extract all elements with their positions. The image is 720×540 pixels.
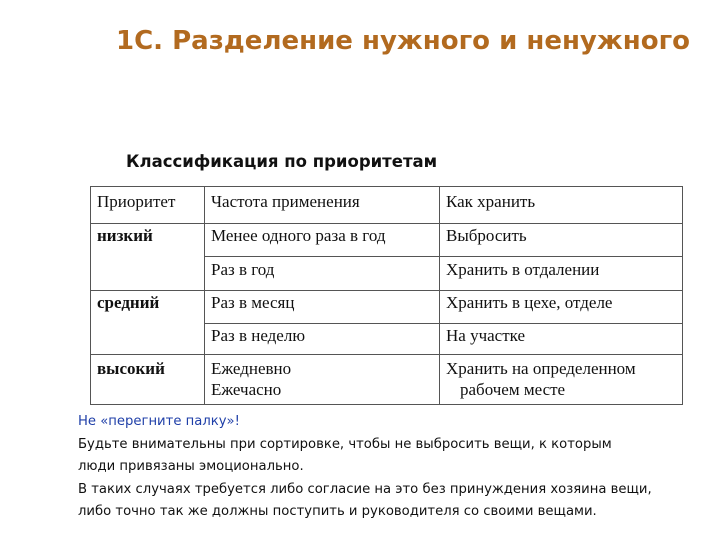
priority-table: [90, 186, 683, 405]
storage-cell: Хранить в отдалении: [440, 257, 683, 291]
header-priority: Приоритет: [91, 187, 205, 224]
storage-cell: Выбросить: [440, 224, 683, 257]
slide-title: 1С. Разделение нужного и ненужного: [116, 26, 691, 56]
storage-line: рабочем месте: [460, 380, 566, 399]
header-frequency: Частота применения: [205, 187, 440, 224]
storage-cell: На участке: [440, 324, 683, 355]
priority-level-high: высокий: [91, 355, 205, 405]
frequency-cell: Раз в неделю: [205, 324, 440, 355]
table-header-row: [91, 187, 683, 224]
note-line: люди привязаны эмоционально.: [78, 459, 304, 474]
note-line: В таких случаях требуется либо согласие на это без принуждения хозяина вещи,: [78, 481, 652, 497]
priority-level-low: низкий: [91, 224, 205, 291]
storage-cell: Хранить в цехе, отделе: [440, 291, 683, 324]
frequency-line: Ежечасно: [211, 380, 282, 399]
table-caption: Классификация по приоритетам: [126, 152, 438, 171]
frequency-line: Ежедневно: [211, 359, 292, 378]
storage-cell: [440, 355, 683, 405]
frequency-cell: Менее одного раза в год: [205, 224, 440, 257]
frequency-cell: [205, 355, 440, 405]
table-row: [91, 291, 683, 324]
table-row: [91, 224, 683, 257]
note-line: Будьте внимательны при сортировке, чтобы не выбросить вещи, к которым: [78, 436, 612, 452]
note-line: либо точно так же должны поступить и руководителя со своими вещами.: [78, 504, 597, 519]
frequency-cell: Раз в год: [205, 257, 440, 291]
note-block: [78, 411, 714, 524]
frequency-cell: Раз в месяц: [205, 291, 440, 324]
header-storage: Как хранить: [440, 187, 683, 224]
note-heading: Не «перегните палку»!: [78, 414, 240, 429]
priority-level-medium: средний: [91, 291, 205, 355]
storage-line: Хранить на определенном: [446, 359, 636, 378]
table-row: [91, 355, 683, 405]
